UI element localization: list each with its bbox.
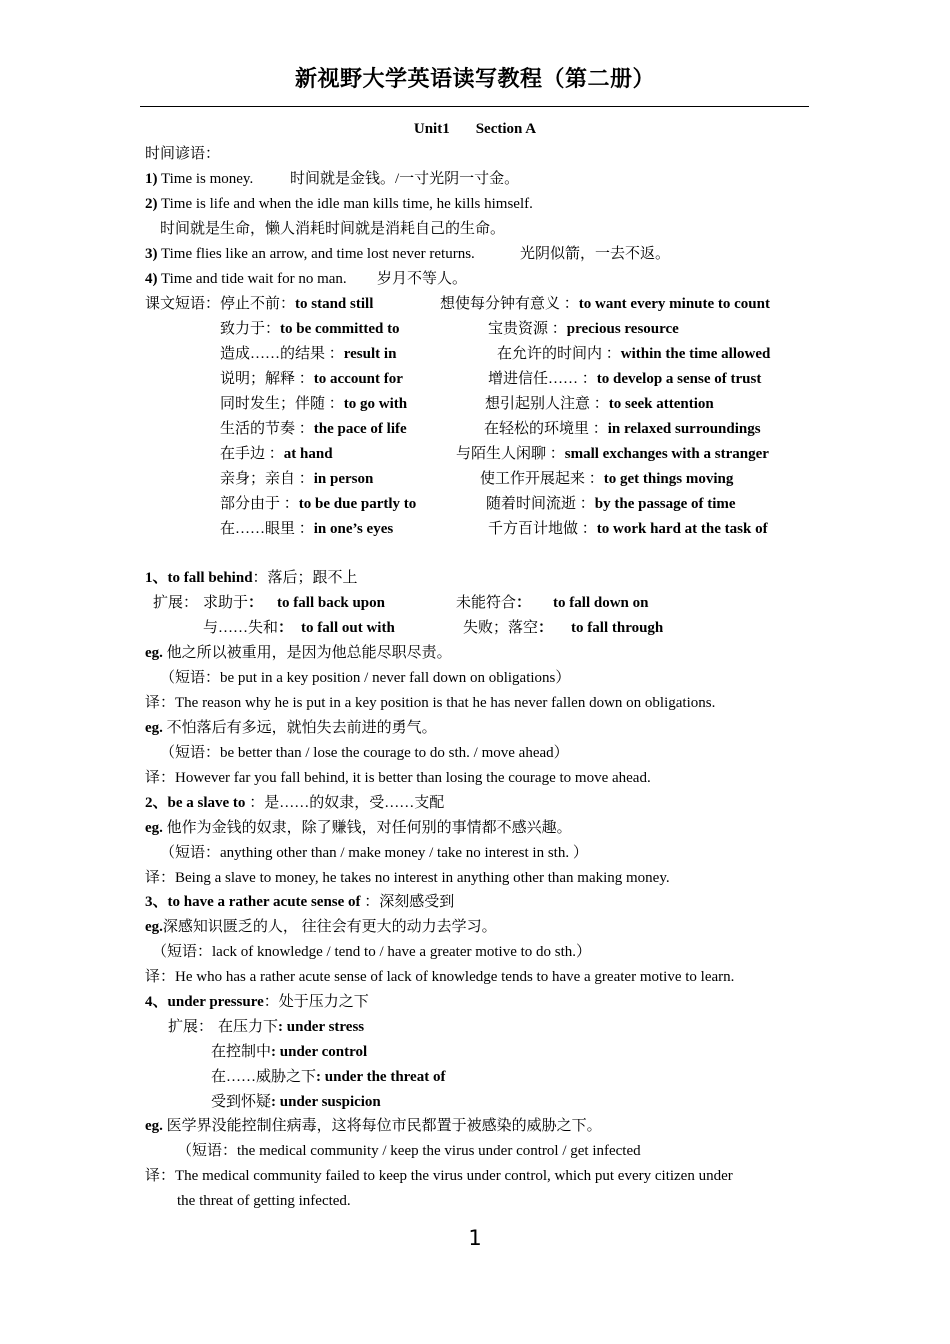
translation-label: 译：	[145, 695, 176, 711]
saying-number: 4)	[145, 271, 158, 287]
entry-term: to have a rather acute sense of	[167, 894, 361, 910]
example-sentence	[145, 644, 452, 662]
example-chinese: 他之所以被重用，是因为他总能尽职尽责。	[162, 645, 452, 661]
saying-2	[145, 195, 533, 213]
document-title: 新视野大学英语读写教程（第二册）	[294, 67, 655, 92]
phrase-english: within the time allowed	[620, 346, 771, 362]
translation	[145, 869, 670, 887]
extension-chinese: 受到怀疑	[211, 1094, 272, 1110]
saying-english: Time is life and when the idle man kills time, he kills himself.	[157, 196, 533, 212]
phrase-right-9	[486, 495, 736, 513]
phrase-english: in person	[313, 471, 374, 487]
extension-english: : under suspicion	[271, 1094, 381, 1110]
saying-3-chinese: 光阴似箭，一去不返。	[520, 246, 671, 262]
phrase-hint: （短语：lack of knowledge / tend to / have a greater motive to do sth.）	[152, 944, 592, 960]
entry-term: be a slave to	[167, 795, 246, 811]
translation-continued: the threat of getting infected.	[177, 1193, 351, 1209]
extension-english: : under stress	[278, 1019, 365, 1035]
translation-text: The reason why he is put in a key position is that he has never fallen down on obligations.	[175, 695, 716, 711]
phrase-english: in relaxed surroundings	[607, 421, 761, 437]
saying-4	[145, 270, 347, 288]
translation-label: 译：	[145, 770, 176, 786]
saying-1	[145, 170, 253, 188]
entry-term: under pressure	[167, 994, 264, 1010]
phrase-right-10	[488, 520, 768, 538]
translation-label: 译：	[145, 1168, 176, 1184]
phrase-english: to get things moving	[603, 471, 734, 487]
phrase-chinese: 千方百计地做 ：	[488, 521, 597, 537]
phrase-left-8	[220, 470, 373, 488]
phrase-chinese: 增进信任…… ：	[488, 371, 597, 387]
translation-label: 译：	[145, 870, 176, 886]
entry-number: 1、	[145, 570, 168, 586]
translation-text: Being a slave to money, he takes no interest in anything other than making money.	[175, 870, 670, 886]
phrase-hint: （短语：be put in a key position / never fall down on obligations）	[160, 670, 571, 686]
saying-1-chinese: 时间就是金钱。/一寸光阴一寸金。	[290, 171, 520, 187]
example-label: eg.	[145, 820, 163, 836]
saying-3	[145, 245, 475, 263]
phrase-english: the pace of life	[313, 421, 407, 437]
phrase-english: to stand still	[295, 296, 374, 312]
phrase-english: to go with	[343, 396, 408, 412]
phrase-right-3	[497, 345, 770, 363]
extension-chinese: 与……失和	[203, 620, 279, 636]
extension-colon: ：	[538, 620, 554, 636]
phrase-english: to be committed to	[280, 321, 400, 337]
phrase-right-6	[484, 420, 761, 438]
entry-meaning: ：落后；跟不上	[252, 570, 358, 586]
phrase-right-5	[485, 395, 714, 413]
example-chinese: 他作为金钱的奴隶，除了赚钱，对任何别的事情都不感兴趣。	[162, 820, 572, 836]
entry-meaning: ：深刻感受到	[360, 894, 455, 910]
phrase-chinese: 宝贵资源 ：	[488, 321, 567, 337]
phrase-right-7	[456, 445, 769, 463]
phrase-right-8	[480, 470, 733, 488]
phrase-left-2	[220, 320, 400, 338]
example-label: eg.	[145, 720, 163, 736]
extension-colon: ：	[516, 595, 532, 611]
extension-item	[211, 1093, 381, 1111]
phrase-left-1	[220, 295, 373, 313]
extension-english: to fall back upon	[277, 595, 385, 611]
phrase-english: to work hard at the task of	[596, 521, 768, 537]
phrase-chinese: 想使每分钟有意义 ：	[440, 296, 579, 312]
example-sentence	[145, 719, 437, 737]
unit-heading	[0, 120, 950, 138]
translation-text: He who has a rather acute sense of lack of knowledge tends to have a greater motive to learn.	[175, 969, 735, 985]
saying-english: Time is money.	[157, 171, 254, 187]
section-label: Section A	[475, 121, 537, 137]
phrase-english: small exchanges with a stranger	[564, 446, 769, 462]
entry-number: 3、	[145, 894, 168, 910]
saying-2-chinese: 时间就是生命，懒人消耗时间就是消耗自己的生命。	[160, 221, 506, 237]
phrase-english: in one’s eyes	[313, 521, 394, 537]
translation-label: 译：	[145, 969, 176, 985]
phrase-left-5	[220, 395, 407, 413]
phrase-english: to seek attention	[608, 396, 714, 412]
phrase-left-6	[220, 420, 407, 438]
unit-label: Unit1	[413, 121, 450, 137]
extension-chinese: 失败；落空	[463, 620, 539, 636]
entry-1-heading	[145, 569, 358, 587]
phrase-chinese: 部分由于 ：	[220, 496, 299, 512]
phrase-hint: （短语：the medical community / keep the virus under control / get infected	[177, 1143, 641, 1159]
phrase-right-2	[488, 320, 679, 338]
phrase-chinese: 同时发生；伴随 ：	[220, 396, 344, 412]
phrase-chinese: 致力于：	[220, 321, 281, 337]
phrase-left-10	[220, 520, 393, 538]
translation	[145, 769, 651, 787]
saying-number: 1)	[145, 171, 158, 187]
phrase-chinese: 在允许的时间内 ：	[497, 346, 621, 362]
example-sentence	[145, 1117, 602, 1135]
phrase-chinese: 想引起别人注意 ：	[485, 396, 609, 412]
saying-4-chinese: 岁月不等人。	[377, 271, 468, 287]
extension-label: 扩展：	[153, 595, 199, 611]
phrase-chinese: 在轻松的环境里 ：	[484, 421, 608, 437]
extension-item	[456, 594, 648, 612]
phrase-right-4	[488, 370, 761, 388]
sayings-heading: 时间谚语：	[145, 146, 221, 162]
example-chinese: 不怕落后有多远，就怕失去前进的勇气。	[162, 720, 437, 736]
example-label: eg.	[145, 919, 163, 935]
entry-4-heading	[145, 993, 369, 1011]
example-chinese: 深感知识匮乏的人， 往往会有更大的动力去学习。	[162, 919, 497, 935]
phrase-english: to be due partly to	[298, 496, 417, 512]
phrase-chinese: 与陌生人闲聊 ：	[456, 446, 565, 462]
phrase-chinese: 随着时间流逝 ：	[486, 496, 595, 512]
phrase-english: precious resource	[566, 321, 679, 337]
saying-english: Time and tide wait for no man.	[157, 271, 347, 287]
extension-label: 扩展：	[168, 1019, 214, 1035]
extension-item	[463, 619, 663, 637]
entry-term: to fall behind	[167, 570, 253, 586]
extension-chinese: 在控制中	[211, 1044, 272, 1060]
extension-chinese: 未能符合	[456, 595, 517, 611]
phrase-chinese: 使工作开展起来 ：	[480, 471, 604, 487]
example-chinese: 医学界没能控制住病毒，这将每位市民都置于被感染的威胁之下。	[162, 1118, 602, 1134]
extension-english: : under the threat of	[316, 1069, 446, 1085]
translation-text: However far you fall behind, it is better than losing the courage to move ahead.	[175, 770, 651, 786]
example-sentence	[145, 819, 572, 837]
phrase-english: to develop a sense of trust	[596, 371, 762, 387]
extension-item	[211, 1043, 367, 1061]
phrase-english: result in	[343, 346, 397, 362]
extension-english: : under control	[271, 1044, 368, 1060]
phrase-english: by the passage of time	[594, 496, 736, 512]
translation	[145, 1167, 733, 1185]
phrase-chinese: 在……眼里 ：	[220, 521, 314, 537]
phrase-chinese: 造成……的结果 ：	[220, 346, 344, 362]
phrase-chinese: 停止不前：	[220, 296, 296, 312]
phrase-right-1	[440, 295, 770, 313]
phrases-heading: 课文短语：	[145, 296, 221, 312]
phrase-left-7	[220, 445, 333, 463]
saying-english: Time flies like an arrow, and time lost never returns.	[157, 246, 475, 262]
entry-2-heading	[145, 794, 444, 812]
extension-item	[203, 594, 385, 612]
phrase-english: at hand	[283, 446, 333, 462]
phrase-english: to account for	[313, 371, 403, 387]
phrase-chinese: 说明；解释 ：	[220, 371, 314, 387]
phrase-chinese: 亲身；亲自 ：	[220, 471, 314, 487]
extension-english: to fall down on	[553, 595, 649, 611]
phrase-left-4	[220, 370, 403, 388]
phrase-left-9	[220, 495, 416, 513]
saying-number: 3)	[145, 246, 158, 262]
extension-colon: ：	[248, 595, 264, 611]
entry-3-heading	[145, 893, 454, 911]
phrase-english: to want every minute to count	[578, 296, 770, 312]
example-label: eg.	[145, 645, 163, 661]
phrase-left-3	[220, 345, 396, 363]
page-number: 1	[468, 1226, 482, 1250]
translation	[145, 968, 734, 986]
phrase-chinese: 在手边 ：	[220, 446, 284, 462]
saying-number: 2)	[145, 196, 158, 212]
extension-chinese: 求助于	[203, 595, 249, 611]
translation	[145, 694, 715, 712]
header-rule	[140, 106, 809, 107]
extension-item	[211, 1068, 445, 1086]
extension-colon: ：	[278, 620, 294, 636]
extension-chinese: 在压力下	[218, 1019, 279, 1035]
entry-number: 2、	[145, 795, 168, 811]
translation-text: The medical community failed to keep the virus under control, which put every citizen under	[175, 1168, 733, 1184]
phrase-hint: （短语：be better than / lose the courage to do sth. / move ahead）	[160, 745, 569, 761]
entry-number: 4、	[145, 994, 168, 1010]
entry-meaning: ：是……的奴隶，受……支配	[245, 795, 445, 811]
entry-meaning: ：处于压力之下	[263, 994, 369, 1010]
extension-english: to fall out with	[301, 620, 395, 636]
example-label: eg.	[145, 1118, 163, 1134]
extension-english: to fall through	[571, 620, 664, 636]
extension-item	[203, 619, 395, 637]
example-sentence	[145, 918, 497, 936]
phrase-hint: （短语：anything other than / make money / take no interest in sth. ）	[160, 845, 588, 861]
phrase-chinese: 生活的节奏 ：	[220, 421, 314, 437]
extension-item	[218, 1018, 364, 1036]
extension-chinese: 在……威胁之下	[211, 1069, 317, 1085]
